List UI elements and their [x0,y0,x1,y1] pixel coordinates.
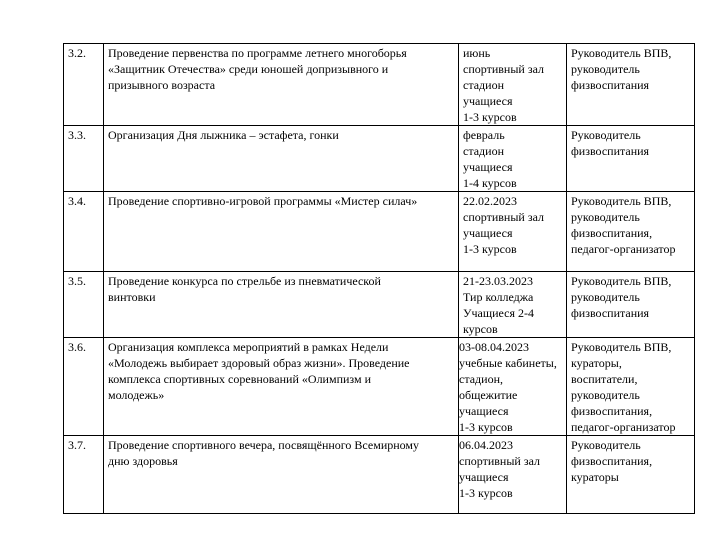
date-and-place: 03-08.04.2023 учебные кабинеты, стадион, общежитие учащиеся 1-3 курсов [459,338,567,436]
responsible-persons: Руководитель физвоспитания, кураторы [567,436,695,514]
responsible-persons: Руководитель ВПВ, руководитель физвоспитания, педагог-организатор [567,192,695,272]
date-and-place: 06.04.2023 спортивный зал учащиеся 1-3 курсов [459,436,567,514]
table-row [64,272,695,338]
event-description: Организация комплекса мероприятий в рамках Недели «Молодежь выбирает здоровый образ жизни». Проведение комплекса спортивных соревнований «Олимпизм и молодежь» [104,338,459,436]
responsible-persons: Руководитель физвоспитания [567,126,695,192]
responsible-persons: Руководитель ВПВ, кураторы, воспитатели, руководитель физвоспитания, педагог-организатор [567,338,695,436]
row-number: 3.3. [64,126,104,192]
table-row [64,436,695,514]
events-table [63,43,695,514]
event-description: Проведение спортивного вечера, посвящённого Всемирному дню здоровья [104,436,459,514]
event-description: Организация Дня лыжника – эстафета, гонки [104,126,459,192]
row-number: 3.5. [64,272,104,338]
row-number: 3.2. [64,44,104,126]
table-row [64,192,695,272]
date-and-place: февраль стадион учащиеся 1-4 курсов [459,126,567,192]
row-number: 3.4. [64,192,104,272]
event-description: Проведение конкурса по стрельбе из пневматической винтовки [104,272,459,338]
responsible-persons: Руководитель ВПВ, руководитель физвоспитания [567,272,695,338]
responsible-persons: Руководитель ВПВ, руководитель физвоспитания [567,44,695,126]
event-description: Проведение спортивно-игровой программы «Мистер силач» [104,192,459,272]
date-and-place: июнь спортивный зал стадион учащиеся 1-3 курсов [459,44,567,126]
event-description: Проведение первенства по программе летнего многоборья «Защитник Отечества» среди юношей допризывного и призывного возраста [104,44,459,126]
table-row [64,44,695,126]
date-and-place: 22.02.2023 спортивный зал учащиеся 1-3 курсов [459,192,567,272]
date-and-place: 21-23.03.2023 Тир колледжа Учащиеся 2-4 курсов [459,272,567,338]
row-number: 3.6. [64,338,104,436]
table-row [64,126,695,192]
row-number: 3.7. [64,436,104,514]
table-row [64,338,695,436]
